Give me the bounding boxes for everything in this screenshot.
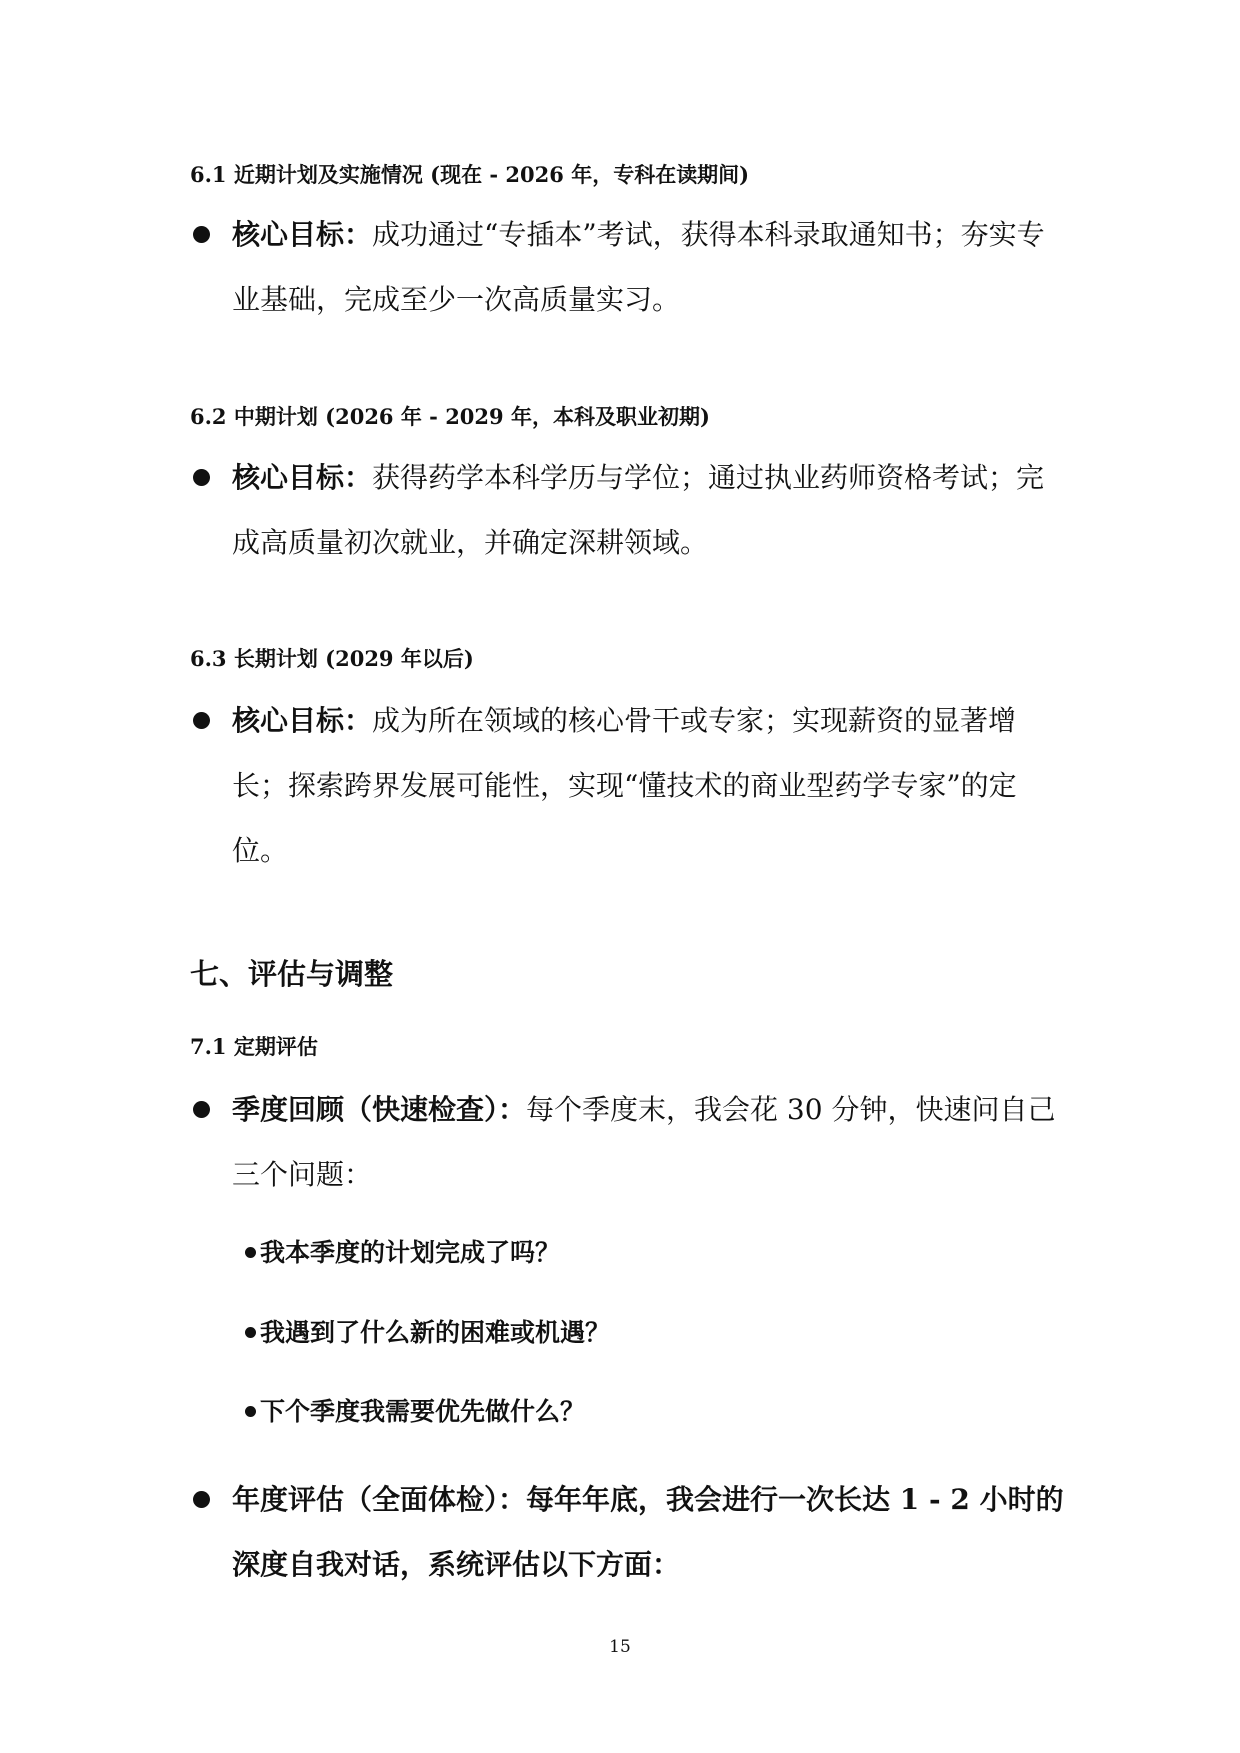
- question-text: 下个季度我需要优先做什么？: [260, 1397, 586, 1426]
- small-bullet-icon: [245, 1327, 256, 1338]
- bullet-label: 年度评估（全面体检）：: [232, 1483, 527, 1516]
- bullet-body: 每个季度末，我会花 30 分钟，快速问自己三个问题：: [232, 1093, 1056, 1191]
- bullet-item-6-2: [190, 453, 1070, 575]
- bullet-text: [232, 688, 1070, 883]
- bullet-icon: [193, 1101, 210, 1118]
- bullet-body: 获得药学本科学历与学位；通过执业药师资格考试；完成高质量初次就业，并确定深耕领域。: [232, 461, 1045, 559]
- bullet-item-annual: [190, 1475, 1070, 1597]
- section-heading-6-1: 6.1 近期计划及实施情况 (现在 - 2026 年，专科在读期间): [190, 162, 750, 187]
- bullet-text: [232, 445, 1070, 575]
- bullet-text: [232, 202, 1070, 332]
- question-item-3: [245, 1395, 585, 1429]
- chapter-heading-7: 七、评估与调整: [190, 957, 394, 991]
- bullet-text: [232, 1077, 1070, 1207]
- bullet-body: 每年年底，我会进行一次长达 1 - 2 小时的深度自我对话，系统评估以下方面：: [232, 1483, 1064, 1581]
- bullet-label: 核心目标：: [232, 218, 373, 251]
- section-heading-6-2: 6.2 中期计划 (2026 年 - 2029 年，本科及职业初期): [190, 404, 710, 429]
- bullet-label: 核心目标：: [232, 704, 373, 737]
- question-text: 我本季度的计划完成了吗？: [260, 1238, 561, 1267]
- section-heading-7-1: 7.1 定期评估: [190, 1034, 318, 1059]
- bullet-text: [232, 1467, 1070, 1597]
- bullet-body: 成功通过“专插本”考试，获得本科录取通知书；夯实专业基础，完成至少一次高质量实习。: [232, 218, 1045, 316]
- bullet-label: 季度回顾（快速检查）：: [232, 1093, 527, 1126]
- small-bullet-icon: [245, 1406, 256, 1417]
- question-text: 我遇到了什么新的困难或机遇？: [260, 1318, 611, 1347]
- page-number: 15: [609, 1637, 631, 1657]
- bullet-icon: [193, 712, 210, 729]
- small-bullet-icon: [245, 1247, 256, 1258]
- bullet-icon: [193, 226, 210, 243]
- bullet-body: 成为所在领域的核心骨干或专家；实现薪资的显著增长；探索跨界发展可能性，实现“懂技术的商业型药学专家”的定位。: [232, 704, 1017, 867]
- bullet-icon: [193, 1491, 210, 1508]
- bullet-item-6-3: [190, 696, 1070, 883]
- question-item-2: [245, 1316, 610, 1350]
- section-heading-6-3: 6.3 长期计划 (2029 年以后): [190, 646, 474, 671]
- question-item-1: [245, 1236, 560, 1270]
- bullet-item-6-1: [190, 210, 1070, 332]
- bullet-label: 核心目标：: [232, 461, 373, 494]
- bullet-item-quarterly: [190, 1085, 1070, 1207]
- bullet-icon: [193, 469, 210, 486]
